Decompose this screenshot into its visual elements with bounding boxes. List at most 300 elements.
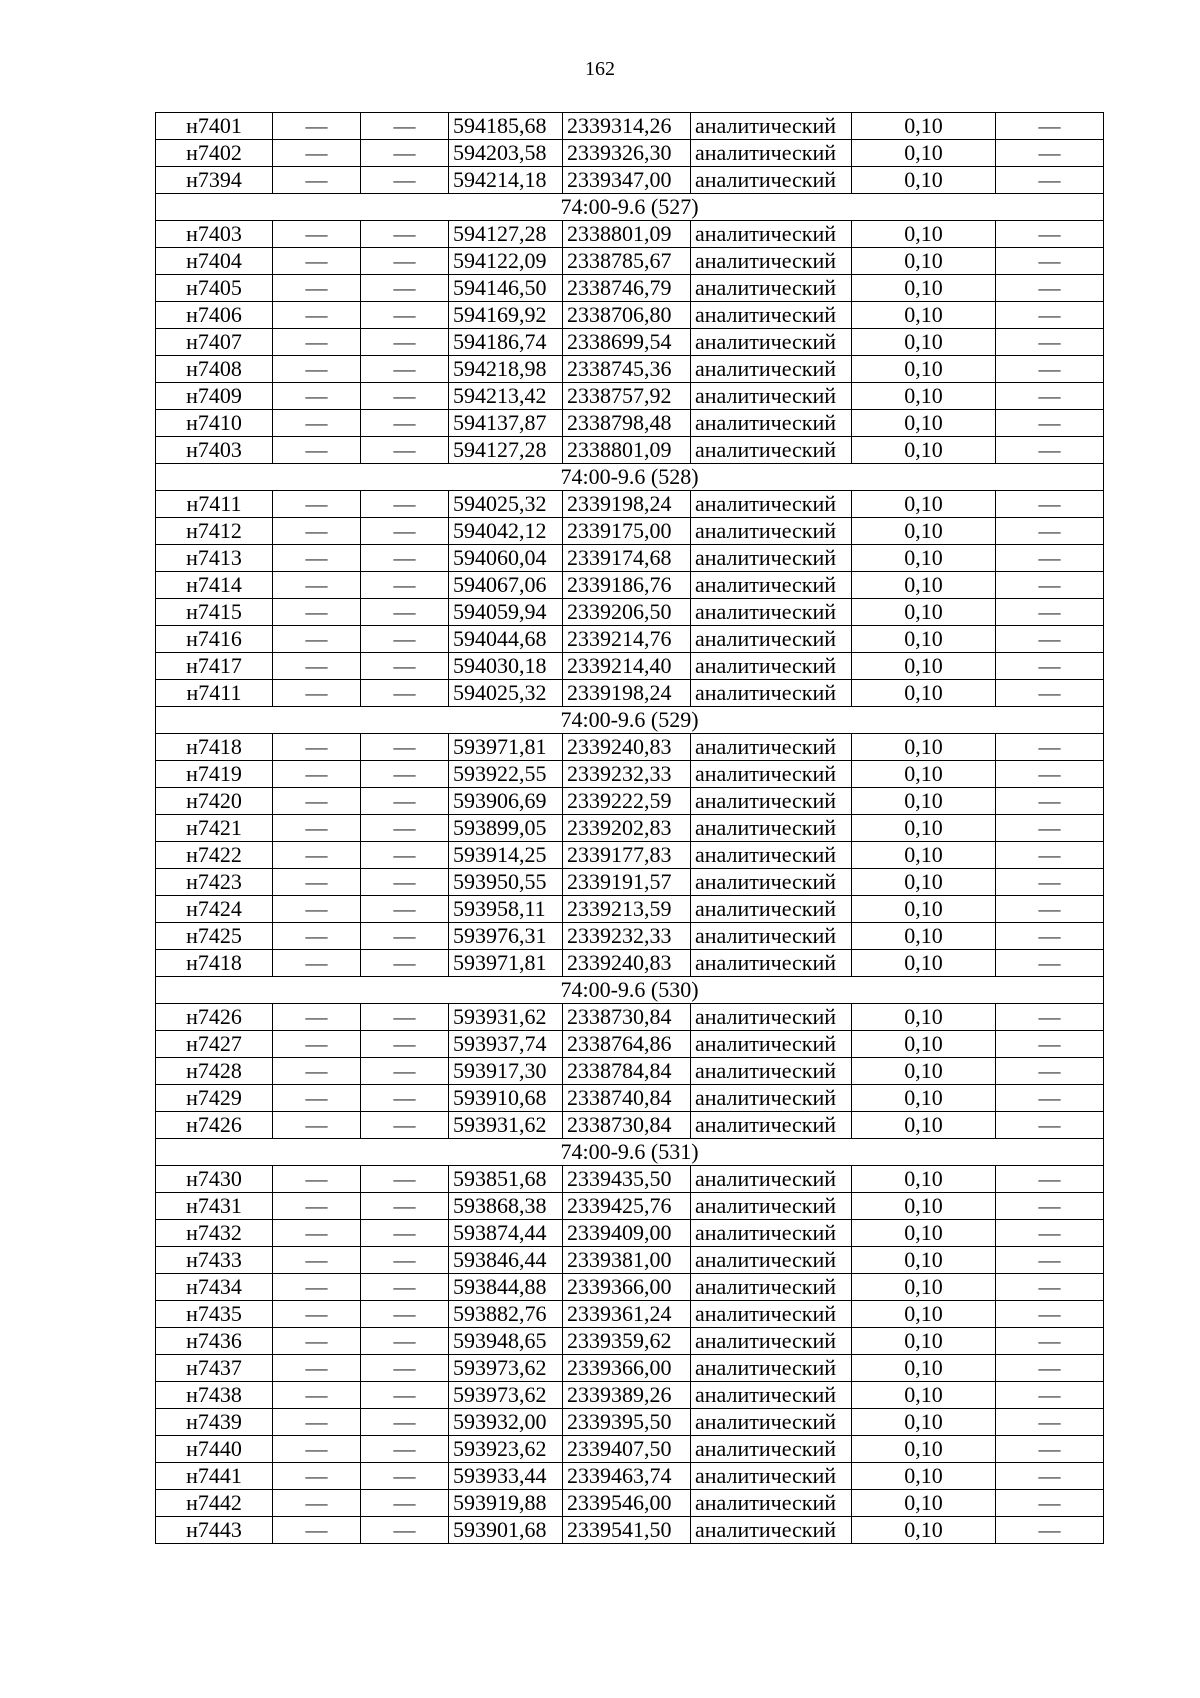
- method-cell: аналитический: [691, 1409, 852, 1436]
- point-name-cell: н7440: [156, 1436, 273, 1463]
- empty-dash-cell: —: [273, 599, 361, 626]
- table-row: [156, 167, 1104, 194]
- method-cell: аналитический: [691, 1382, 852, 1409]
- empty-dash-cell: —: [361, 896, 449, 923]
- point-name-cell: н7423: [156, 869, 273, 896]
- x-coordinate-cell: 593874,44: [449, 1220, 563, 1247]
- point-name-cell: н7426: [156, 1112, 273, 1139]
- x-coordinate-cell: 593932,00: [449, 1409, 563, 1436]
- y-coordinate-cell: 2339232,33: [563, 761, 691, 788]
- y-coordinate-cell: 2339202,83: [563, 815, 691, 842]
- empty-dash-cell: —: [361, 410, 449, 437]
- accuracy-cell: 0,10: [852, 491, 996, 518]
- y-coordinate-cell: 2339214,76: [563, 626, 691, 653]
- accuracy-cell: 0,10: [852, 329, 996, 356]
- empty-dash-cell: —: [273, 869, 361, 896]
- empty-dash-cell: —: [273, 626, 361, 653]
- section-header-row: [156, 464, 1104, 491]
- y-coordinate-cell: 2339347,00: [563, 167, 691, 194]
- point-name-cell: н7415: [156, 599, 273, 626]
- empty-dash-cell: —: [361, 275, 449, 302]
- table-row: [156, 1301, 1104, 1328]
- y-coordinate-cell: 2338801,09: [563, 221, 691, 248]
- point-name-cell: н7413: [156, 545, 273, 572]
- accuracy-cell: 0,10: [852, 113, 996, 140]
- empty-dash-cell: —: [273, 356, 361, 383]
- table-row: [156, 599, 1104, 626]
- method-cell: аналитический: [691, 842, 852, 869]
- empty-dash-cell: —: [996, 734, 1104, 761]
- section-title: 74:00-9.6 (529): [156, 707, 1104, 734]
- point-name-cell: н7421: [156, 815, 273, 842]
- method-cell: аналитический: [691, 1247, 852, 1274]
- empty-dash-cell: —: [361, 1301, 449, 1328]
- table-row: [156, 1355, 1104, 1382]
- accuracy-cell: 0,10: [852, 1409, 996, 1436]
- empty-dash-cell: —: [996, 626, 1104, 653]
- y-coordinate-cell: 2339463,74: [563, 1463, 691, 1490]
- method-cell: аналитический: [691, 761, 852, 788]
- empty-dash-cell: —: [273, 788, 361, 815]
- y-coordinate-cell: 2338746,79: [563, 275, 691, 302]
- empty-dash-cell: —: [273, 1166, 361, 1193]
- table-row: [156, 302, 1104, 329]
- empty-dash-cell: —: [361, 653, 449, 680]
- x-coordinate-cell: 594025,32: [449, 491, 563, 518]
- empty-dash-cell: —: [273, 383, 361, 410]
- empty-dash-cell: —: [996, 167, 1104, 194]
- section-header-row: [156, 194, 1104, 221]
- empty-dash-cell: —: [996, 1490, 1104, 1517]
- empty-dash-cell: —: [996, 356, 1104, 383]
- empty-dash-cell: —: [273, 1031, 361, 1058]
- x-coordinate-cell: 594186,74: [449, 329, 563, 356]
- empty-dash-cell: —: [361, 1409, 449, 1436]
- empty-dash-cell: —: [273, 1382, 361, 1409]
- empty-dash-cell: —: [361, 1463, 449, 1490]
- y-coordinate-cell: 2339222,59: [563, 788, 691, 815]
- table-row: [156, 950, 1104, 977]
- empty-dash-cell: —: [273, 1274, 361, 1301]
- empty-dash-cell: —: [996, 1274, 1104, 1301]
- empty-dash-cell: —: [273, 1490, 361, 1517]
- y-coordinate-cell: 2338706,80: [563, 302, 691, 329]
- section-title: 74:00-9.6 (530): [156, 977, 1104, 1004]
- table-row: [156, 1220, 1104, 1247]
- point-name-cell: н7416: [156, 626, 273, 653]
- accuracy-cell: 0,10: [852, 653, 996, 680]
- accuracy-cell: 0,10: [852, 1220, 996, 1247]
- method-cell: аналитический: [691, 140, 852, 167]
- method-cell: аналитический: [691, 248, 852, 275]
- point-name-cell: н7418: [156, 734, 273, 761]
- empty-dash-cell: —: [273, 410, 361, 437]
- point-name-cell: н7424: [156, 896, 273, 923]
- method-cell: аналитический: [691, 653, 852, 680]
- x-coordinate-cell: 594218,98: [449, 356, 563, 383]
- point-name-cell: н7411: [156, 491, 273, 518]
- y-coordinate-cell: 2339359,62: [563, 1328, 691, 1355]
- method-cell: аналитический: [691, 1031, 852, 1058]
- x-coordinate-cell: 594127,28: [449, 437, 563, 464]
- empty-dash-cell: —: [996, 1193, 1104, 1220]
- accuracy-cell: 0,10: [852, 1436, 996, 1463]
- y-coordinate-cell: 2338784,84: [563, 1058, 691, 1085]
- accuracy-cell: 0,10: [852, 761, 996, 788]
- method-cell: аналитический: [691, 1112, 852, 1139]
- section-title: 74:00-9.6 (531): [156, 1139, 1104, 1166]
- table-row: [156, 680, 1104, 707]
- y-coordinate-cell: 2339240,83: [563, 734, 691, 761]
- y-coordinate-cell: 2339407,50: [563, 1436, 691, 1463]
- empty-dash-cell: —: [361, 680, 449, 707]
- empty-dash-cell: —: [361, 599, 449, 626]
- x-coordinate-cell: 594122,09: [449, 248, 563, 275]
- method-cell: аналитический: [691, 275, 852, 302]
- method-cell: аналитический: [691, 545, 852, 572]
- empty-dash-cell: —: [361, 1490, 449, 1517]
- accuracy-cell: 0,10: [852, 599, 996, 626]
- accuracy-cell: 0,10: [852, 896, 996, 923]
- method-cell: аналитический: [691, 491, 852, 518]
- point-name-cell: н7422: [156, 842, 273, 869]
- empty-dash-cell: —: [361, 761, 449, 788]
- point-name-cell: н7406: [156, 302, 273, 329]
- table-row: [156, 1004, 1104, 1031]
- x-coordinate-cell: 594185,68: [449, 113, 563, 140]
- method-cell: аналитический: [691, 167, 852, 194]
- y-coordinate-cell: 2338745,36: [563, 356, 691, 383]
- empty-dash-cell: —: [273, 545, 361, 572]
- point-name-cell: н7403: [156, 221, 273, 248]
- method-cell: аналитический: [691, 815, 852, 842]
- empty-dash-cell: —: [361, 1004, 449, 1031]
- method-cell: аналитический: [691, 1058, 852, 1085]
- y-coordinate-cell: 2339198,24: [563, 680, 691, 707]
- accuracy-cell: 0,10: [852, 1301, 996, 1328]
- empty-dash-cell: —: [361, 302, 449, 329]
- x-coordinate-cell: 593917,30: [449, 1058, 563, 1085]
- empty-dash-cell: —: [273, 1355, 361, 1382]
- table-row: [156, 1193, 1104, 1220]
- method-cell: аналитический: [691, 1166, 852, 1193]
- accuracy-cell: 0,10: [852, 1193, 996, 1220]
- point-name-cell: н7430: [156, 1166, 273, 1193]
- point-name-cell: н7429: [156, 1085, 273, 1112]
- method-cell: аналитический: [691, 302, 852, 329]
- point-name-cell: н7407: [156, 329, 273, 356]
- empty-dash-cell: —: [273, 1517, 361, 1544]
- method-cell: аналитический: [691, 869, 852, 896]
- x-coordinate-cell: 593901,68: [449, 1517, 563, 1544]
- accuracy-cell: 0,10: [852, 1517, 996, 1544]
- empty-dash-cell: —: [361, 1220, 449, 1247]
- empty-dash-cell: —: [273, 1085, 361, 1112]
- x-coordinate-cell: 594030,18: [449, 653, 563, 680]
- x-coordinate-cell: 593910,68: [449, 1085, 563, 1112]
- empty-dash-cell: —: [996, 1436, 1104, 1463]
- empty-dash-cell: —: [996, 1382, 1104, 1409]
- accuracy-cell: 0,10: [852, 680, 996, 707]
- accuracy-cell: 0,10: [852, 572, 996, 599]
- accuracy-cell: 0,10: [852, 1058, 996, 1085]
- empty-dash-cell: —: [996, 869, 1104, 896]
- empty-dash-cell: —: [273, 221, 361, 248]
- empty-dash-cell: —: [361, 1058, 449, 1085]
- empty-dash-cell: —: [273, 1193, 361, 1220]
- point-name-cell: н7431: [156, 1193, 273, 1220]
- x-coordinate-cell: 593844,88: [449, 1274, 563, 1301]
- empty-dash-cell: —: [996, 815, 1104, 842]
- y-coordinate-cell: 2339326,30: [563, 140, 691, 167]
- point-name-cell: н7417: [156, 653, 273, 680]
- empty-dash-cell: —: [996, 1328, 1104, 1355]
- empty-dash-cell: —: [273, 1220, 361, 1247]
- empty-dash-cell: —: [273, 275, 361, 302]
- y-coordinate-cell: 2339425,76: [563, 1193, 691, 1220]
- table-row: [156, 626, 1104, 653]
- y-coordinate-cell: 2339175,00: [563, 518, 691, 545]
- empty-dash-cell: —: [273, 1004, 361, 1031]
- point-name-cell: н7427: [156, 1031, 273, 1058]
- empty-dash-cell: —: [273, 1436, 361, 1463]
- accuracy-cell: 0,10: [852, 1382, 996, 1409]
- empty-dash-cell: —: [273, 1058, 361, 1085]
- y-coordinate-cell: 2338764,86: [563, 1031, 691, 1058]
- accuracy-cell: 0,10: [852, 815, 996, 842]
- accuracy-cell: 0,10: [852, 1166, 996, 1193]
- accuracy-cell: 0,10: [852, 1463, 996, 1490]
- empty-dash-cell: —: [996, 545, 1104, 572]
- empty-dash-cell: —: [361, 1085, 449, 1112]
- empty-dash-cell: —: [361, 626, 449, 653]
- table-row: [156, 1112, 1104, 1139]
- x-coordinate-cell: 593973,62: [449, 1382, 563, 1409]
- table-row: [156, 1166, 1104, 1193]
- empty-dash-cell: —: [273, 923, 361, 950]
- y-coordinate-cell: 2339361,24: [563, 1301, 691, 1328]
- x-coordinate-cell: 593914,25: [449, 842, 563, 869]
- y-coordinate-cell: 2339232,33: [563, 923, 691, 950]
- empty-dash-cell: —: [273, 1409, 361, 1436]
- table-row: [156, 734, 1104, 761]
- empty-dash-cell: —: [996, 950, 1104, 977]
- accuracy-cell: 0,10: [852, 167, 996, 194]
- accuracy-cell: 0,10: [852, 1112, 996, 1139]
- point-name-cell: н7418: [156, 950, 273, 977]
- empty-dash-cell: —: [996, 680, 1104, 707]
- empty-dash-cell: —: [361, 572, 449, 599]
- accuracy-cell: 0,10: [852, 356, 996, 383]
- method-cell: аналитический: [691, 1301, 852, 1328]
- table-row: [156, 383, 1104, 410]
- table-row: [156, 248, 1104, 275]
- accuracy-cell: 0,10: [852, 248, 996, 275]
- point-name-cell: н7425: [156, 923, 273, 950]
- empty-dash-cell: —: [273, 113, 361, 140]
- method-cell: аналитический: [691, 1220, 852, 1247]
- y-coordinate-cell: 2339177,83: [563, 842, 691, 869]
- x-coordinate-cell: 593846,44: [449, 1247, 563, 1274]
- accuracy-cell: 0,10: [852, 1490, 996, 1517]
- empty-dash-cell: —: [361, 545, 449, 572]
- empty-dash-cell: —: [273, 248, 361, 275]
- accuracy-cell: 0,10: [852, 869, 996, 896]
- accuracy-cell: 0,10: [852, 518, 996, 545]
- empty-dash-cell: —: [361, 1328, 449, 1355]
- empty-dash-cell: —: [361, 1355, 449, 1382]
- table-row: [156, 1409, 1104, 1436]
- method-cell: аналитический: [691, 572, 852, 599]
- accuracy-cell: 0,10: [852, 140, 996, 167]
- coordinates-table: [155, 112, 1104, 1544]
- point-name-cell: н7411: [156, 680, 273, 707]
- empty-dash-cell: —: [361, 1031, 449, 1058]
- empty-dash-cell: —: [996, 329, 1104, 356]
- x-coordinate-cell: 594059,94: [449, 599, 563, 626]
- empty-dash-cell: —: [273, 815, 361, 842]
- accuracy-cell: 0,10: [852, 1247, 996, 1274]
- point-name-cell: н7410: [156, 410, 273, 437]
- accuracy-cell: 0,10: [852, 734, 996, 761]
- y-coordinate-cell: 2339389,26: [563, 1382, 691, 1409]
- empty-dash-cell: —: [996, 1247, 1104, 1274]
- x-coordinate-cell: 593937,74: [449, 1031, 563, 1058]
- page-number: 162: [585, 58, 615, 80]
- x-coordinate-cell: 594025,32: [449, 680, 563, 707]
- accuracy-cell: 0,10: [852, 1274, 996, 1301]
- section-header-row: [156, 707, 1104, 734]
- method-cell: аналитический: [691, 1328, 852, 1355]
- empty-dash-cell: —: [361, 113, 449, 140]
- x-coordinate-cell: 593922,55: [449, 761, 563, 788]
- x-coordinate-cell: 593958,11: [449, 896, 563, 923]
- empty-dash-cell: —: [361, 815, 449, 842]
- y-coordinate-cell: 2338798,48: [563, 410, 691, 437]
- empty-dash-cell: —: [361, 1517, 449, 1544]
- accuracy-cell: 0,10: [852, 1085, 996, 1112]
- empty-dash-cell: —: [996, 410, 1104, 437]
- empty-dash-cell: —: [996, 518, 1104, 545]
- empty-dash-cell: —: [273, 653, 361, 680]
- method-cell: аналитический: [691, 1436, 852, 1463]
- empty-dash-cell: —: [996, 1166, 1104, 1193]
- x-coordinate-cell: 593851,68: [449, 1166, 563, 1193]
- x-coordinate-cell: 594067,06: [449, 572, 563, 599]
- table-row: [156, 815, 1104, 842]
- table-row: [156, 1463, 1104, 1490]
- y-coordinate-cell: 2339240,83: [563, 950, 691, 977]
- empty-dash-cell: —: [361, 869, 449, 896]
- empty-dash-cell: —: [361, 1166, 449, 1193]
- empty-dash-cell: —: [996, 1004, 1104, 1031]
- empty-dash-cell: —: [996, 1031, 1104, 1058]
- y-coordinate-cell: 2339381,00: [563, 1247, 691, 1274]
- y-coordinate-cell: 2339409,00: [563, 1220, 691, 1247]
- table-row: [156, 1517, 1104, 1544]
- accuracy-cell: 0,10: [852, 221, 996, 248]
- accuracy-cell: 0,10: [852, 1328, 996, 1355]
- x-coordinate-cell: 593931,62: [449, 1112, 563, 1139]
- table-row: [156, 437, 1104, 464]
- point-name-cell: н7438: [156, 1382, 273, 1409]
- method-cell: аналитический: [691, 626, 852, 653]
- table-row: [156, 1490, 1104, 1517]
- method-cell: аналитический: [691, 1463, 852, 1490]
- method-cell: аналитический: [691, 1274, 852, 1301]
- point-name-cell: н7412: [156, 518, 273, 545]
- empty-dash-cell: —: [361, 221, 449, 248]
- empty-dash-cell: —: [996, 923, 1104, 950]
- empty-dash-cell: —: [273, 167, 361, 194]
- accuracy-cell: 0,10: [852, 275, 996, 302]
- method-cell: аналитический: [691, 356, 852, 383]
- empty-dash-cell: —: [273, 761, 361, 788]
- table-row: [156, 410, 1104, 437]
- point-name-cell: н7434: [156, 1274, 273, 1301]
- method-cell: аналитический: [691, 113, 852, 140]
- x-coordinate-cell: 593971,81: [449, 950, 563, 977]
- table-row: [156, 1328, 1104, 1355]
- empty-dash-cell: —: [996, 275, 1104, 302]
- table-row: [156, 1058, 1104, 1085]
- x-coordinate-cell: 593906,69: [449, 788, 563, 815]
- empty-dash-cell: —: [361, 950, 449, 977]
- x-coordinate-cell: 594127,28: [449, 221, 563, 248]
- empty-dash-cell: —: [273, 437, 361, 464]
- point-name-cell: н7436: [156, 1328, 273, 1355]
- empty-dash-cell: —: [361, 1112, 449, 1139]
- x-coordinate-cell: 594044,68: [449, 626, 563, 653]
- empty-dash-cell: —: [273, 518, 361, 545]
- method-cell: аналитический: [691, 896, 852, 923]
- empty-dash-cell: —: [996, 653, 1104, 680]
- y-coordinate-cell: 2338730,84: [563, 1004, 691, 1031]
- x-coordinate-cell: 593923,62: [449, 1436, 563, 1463]
- empty-dash-cell: —: [996, 1112, 1104, 1139]
- x-coordinate-cell: 593882,76: [449, 1301, 563, 1328]
- empty-dash-cell: —: [996, 1409, 1104, 1436]
- method-cell: аналитический: [691, 680, 852, 707]
- section-header-row: [156, 977, 1104, 1004]
- x-coordinate-cell: 594060,04: [449, 545, 563, 572]
- point-name-cell: н7414: [156, 572, 273, 599]
- empty-dash-cell: —: [996, 1517, 1104, 1544]
- empty-dash-cell: —: [273, 572, 361, 599]
- method-cell: аналитический: [691, 1004, 852, 1031]
- point-name-cell: н7428: [156, 1058, 273, 1085]
- table-row: [156, 329, 1104, 356]
- empty-dash-cell: —: [996, 761, 1104, 788]
- table-row: [156, 491, 1104, 518]
- point-name-cell: н7409: [156, 383, 273, 410]
- y-coordinate-cell: 2339174,68: [563, 545, 691, 572]
- table-row: [156, 923, 1104, 950]
- point-name-cell: н7408: [156, 356, 273, 383]
- table-row: [156, 1382, 1104, 1409]
- empty-dash-cell: —: [273, 1247, 361, 1274]
- empty-dash-cell: —: [996, 383, 1104, 410]
- y-coordinate-cell: 2339366,00: [563, 1355, 691, 1382]
- method-cell: аналитический: [691, 599, 852, 626]
- empty-dash-cell: —: [361, 788, 449, 815]
- x-coordinate-cell: 593973,62: [449, 1355, 563, 1382]
- empty-dash-cell: —: [361, 518, 449, 545]
- y-coordinate-cell: 2338699,54: [563, 329, 691, 356]
- empty-dash-cell: —: [361, 1436, 449, 1463]
- table-row: [156, 356, 1104, 383]
- accuracy-cell: 0,10: [852, 950, 996, 977]
